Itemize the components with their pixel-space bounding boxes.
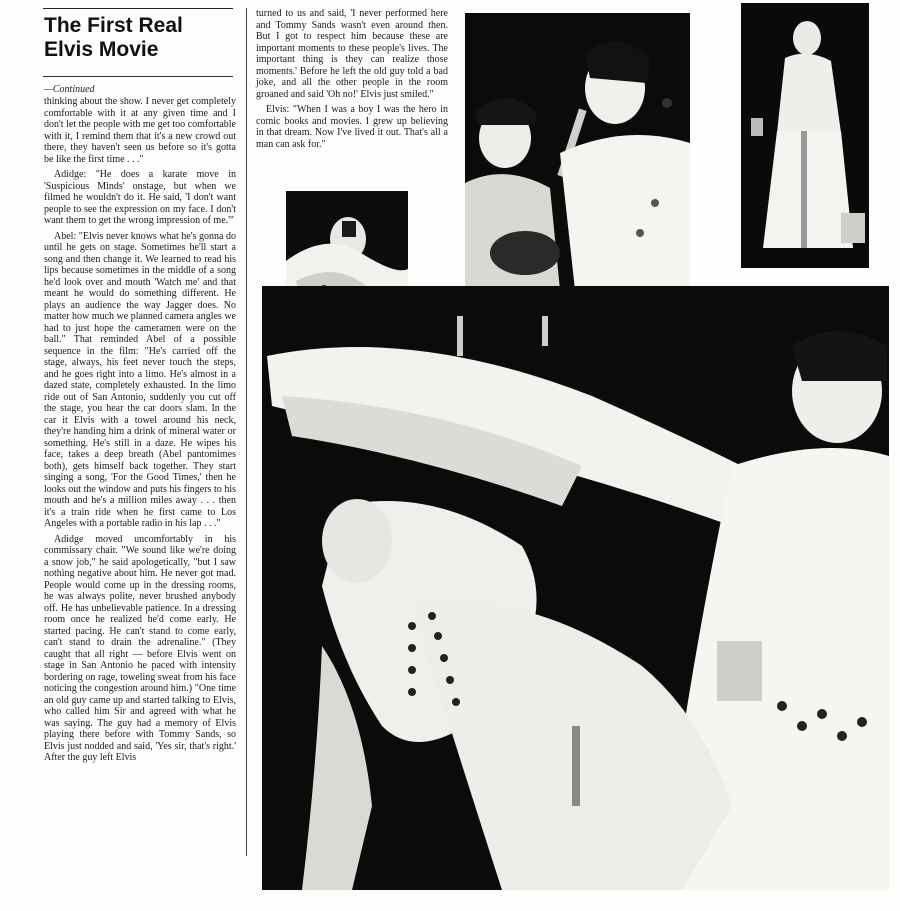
paragraph: thinking about the show. I never get completely comfortable with it at any given time and I don't let the people with me get too comfortable with it, I remind them that it's a new crowd out there, they haven't seen us before so it's gotta be like the first time . . ." bbox=[44, 96, 236, 165]
middle-column bbox=[256, 8, 448, 154]
headline-line-1: The First Real bbox=[44, 14, 183, 37]
paragraph: Adidge: "He does a karate move in 'Suspicious Minds' onstage, but when we filmed he wouldn't do it. He said, 'I don't want people to see the expression on my face. I don't want them to get the wrong impression of me.'" bbox=[44, 169, 236, 226]
headline-line-2: Elvis Movie bbox=[44, 38, 159, 61]
top-rule bbox=[43, 8, 233, 9]
continued-label: —Continued bbox=[44, 84, 95, 95]
photo-performer-with-cape bbox=[262, 286, 889, 890]
paragraph: Abel: "Elvis never knows what he's gonna do until he gets on stage. Sometimes he'll start a song and then change it. We learned to read his lips because sometimes in the middle of a song he'd look over and mouth 'Watch me' and that meant he would do something different. He plays an audience the way Jagger does. No matter how much we planned camera angles we had to just hope the cameramen were on the ball." That reminded Abel of a possible sequence in the film: "He's carried off the stage, always, his feet never touch the steps, and he goes right into a limo. He's almost in a dazed state, completely exhausted. In the limo ride out of San Antonio, suddenly you cut off the stage, you hear the car doors slam. In the car it Elvis with a towel around his neck, they're handing him a drink of mineral water or something. He's still in a daze. He wipes his face, takes a deep breath (Abel pantomimes both), gets himself back together. They start singing a song, 'For the Good Times,' then he looks out the window and puts his fingers to his mouth and he's a million miles away . . . then it's a train ride when he first came to Los Angeles with a portable radio in his lap . . ." bbox=[44, 230, 236, 529]
paragraph: Elvis: "When I was a boy I was the hero in comic books and movies. I grew up believing in that dream. Now I've lived it out. That's all a man can ask for." bbox=[256, 104, 448, 150]
headline bbox=[44, 14, 234, 62]
column-divider bbox=[246, 8, 247, 856]
paragraph: turned to us and said, 'I never performed here and Tommy Sands wasn't even around then. But I got to respect him because these are important moments to these people's lives. The important thing is they can realize those moments.' Before he left the old guy told a bad joke, and all the other people in the room groaned and said 'Oh no!' Elvis just smiled." bbox=[256, 8, 448, 100]
photo-full-length-performer bbox=[741, 3, 869, 268]
left-column bbox=[44, 96, 236, 768]
photo-singer-with-guitarist bbox=[465, 13, 690, 290]
headline-rule bbox=[43, 76, 233, 77]
paragraph: Adidge moved uncomfortably in his commissary chair. "We sound like we're doing a snow job," he said apologetically, "but I saw nothing negative about him. He never got mad. People would come up in the dressing rooms, he was always polite, never brushed anybody off. He has unbelievable patience. In a dressing room once he realized he'd come early. He started pacing. He can't stand to come early, can't stand to drain the adrenaline." (They caught that all right — before Elvis went on stage in San Antonio he paced with intensity bordering on rage, toweling sweat from his face noticing the congestion around him.) "One time an old guy came up and started talking to Elvis, who called him Sir and agreed with what he was saying. The guy had a memory of Elvis playing there before with Tommy Sands, so Elvis just nodded and said, 'Yes sir, that's right.' After the guy left Elvis bbox=[44, 533, 236, 763]
